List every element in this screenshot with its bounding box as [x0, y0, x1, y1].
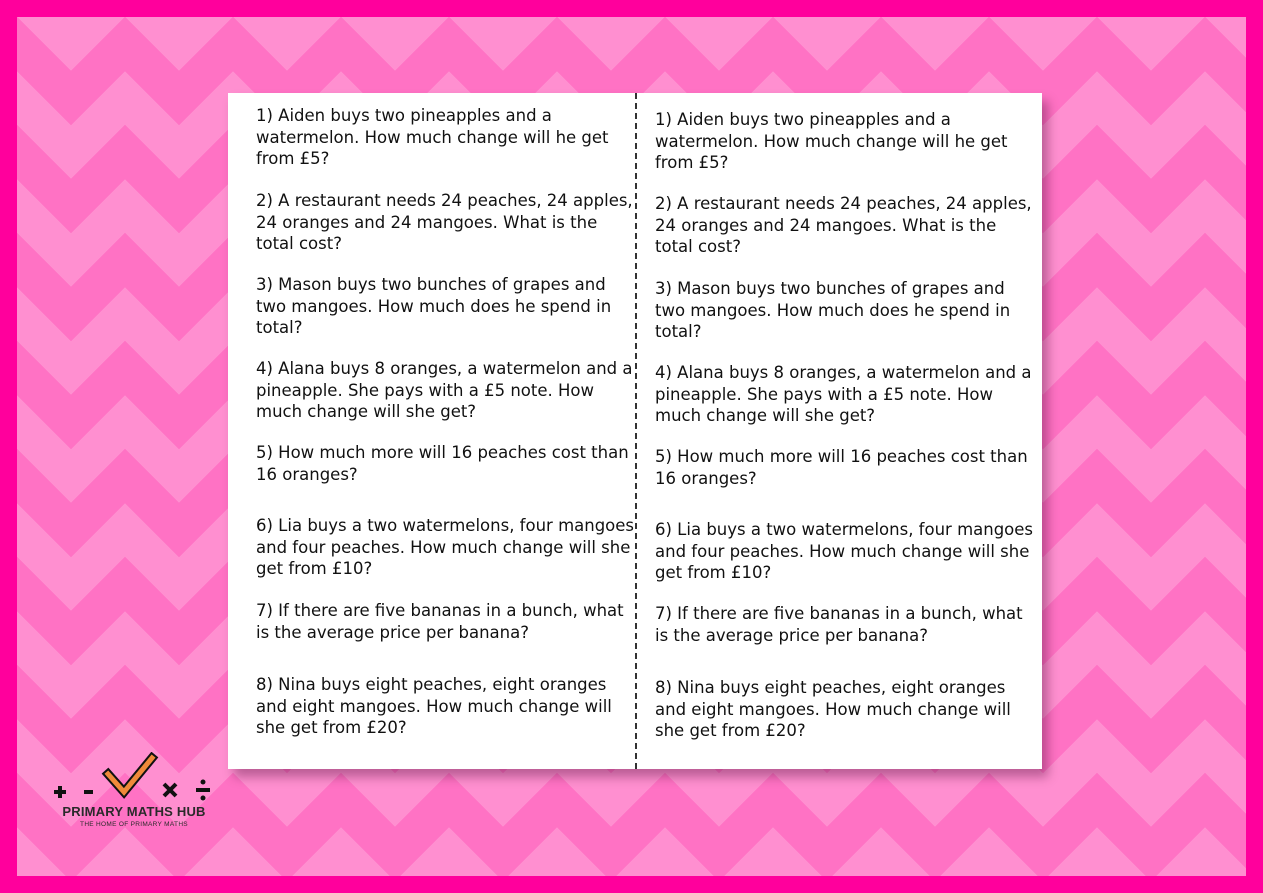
question-3: 3) Mason buys two bunches of grapes and two mangoes. How much does he spend in total?: [256, 275, 612, 337]
question-6: 6) Lia buys a two watermelons, four mangoes and four peaches. How much change will she get from £10?: [256, 516, 635, 578]
chevron-background: [17, 17, 1246, 876]
question-5: 5) How much more will 16 peaches cost than 16 oranges?: [655, 447, 1028, 488]
question-3: 3) Mason buys two bunches of grapes and two mangoes. How much does he spend in total?: [655, 279, 1011, 341]
checkmark-icon: [108, 758, 152, 792]
logo-title: PRIMARY MATHS HUB: [62, 804, 206, 819]
plus-icon: [54, 786, 66, 798]
question-2: 2) A restaurant needs 24 peaches, 24 apples, 24 oranges and 24 mangoes. What is the total cost?: [655, 194, 1032, 256]
question-1: 1) Aiden buys two pineapples and a watermelon. How much change will he get from £5?: [655, 110, 1008, 172]
multiply-icon: [164, 784, 176, 796]
divide-icon: [196, 780, 210, 801]
question-2: 2) A restaurant needs 24 peaches, 24 apples, 24 oranges and 24 mangoes. What is the total cost?: [256, 191, 633, 253]
logo-symbols: [44, 752, 224, 804]
question-1: 1) Aiden buys two pineapples and a watermelon. How much change will he get from £5?: [256, 106, 609, 168]
question-8: 8) Nina buys eight peaches, eight oranges and eight mangoes. How much change will she get from £20?: [256, 675, 612, 737]
question-4: 4) Alana buys 8 oranges, a watermelon and a pineapple. She pays with a £5 note. How much change will she get?: [256, 359, 633, 421]
question-8: 8) Nina buys eight peaches, eight oranges and eight mangoes. How much change will she get from £20?: [655, 678, 1011, 740]
question-4: 4) Alana buys 8 oranges, a watermelon and a pineapple. She pays with a £5 note. How much change will she get?: [655, 363, 1032, 425]
logo-subtitle: THE HOME OF PRIMARY MATHS: [80, 821, 188, 828]
minus-icon: [84, 790, 93, 794]
primary-maths-hub-logo: [44, 752, 224, 832]
question-7: 7) If there are five bananas in a bunch, what is the average price per banana?: [256, 601, 624, 642]
question-6: 6) Lia buys a two watermelons, four mangoes and four peaches. How much change will she get from £10?: [655, 520, 1034, 582]
worksheet: [228, 93, 1042, 769]
question-7: 7) If there are five bananas in a bunch, what is the average price per banana?: [655, 604, 1023, 645]
question-5: 5) How much more will 16 peaches cost than 16 oranges?: [256, 443, 629, 484]
